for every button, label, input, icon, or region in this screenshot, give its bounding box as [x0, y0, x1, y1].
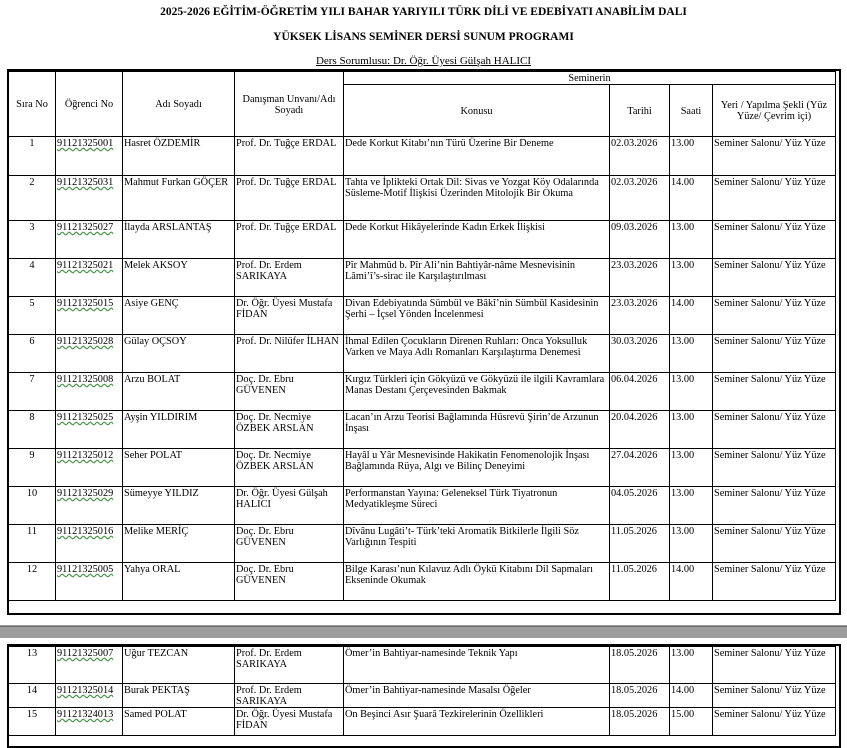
cell-konusu: İhmal Edilen Çocukların Direnen Ruhları: Onca Yoksulluk Varken ve Maya Adlı Romanları Karşılaştırma Denemesi — [344, 335, 610, 373]
student-number: 91121325008 — [57, 374, 114, 385]
cell-konusu: Ömer’in Bahtiyar-namesinde Teknik Yapı — [344, 647, 610, 684]
cell-danisman: Prof. Dr. Erdem SARIKAYA — [235, 259, 344, 297]
header-sira: Sıra No — [9, 72, 56, 137]
cell-tarihi: 02.03.2026 — [610, 176, 670, 221]
cell-sira: 8 — [9, 411, 56, 449]
table-row — [9, 708, 836, 736]
student-number: 91121325027 — [57, 222, 114, 233]
cell-konusu: Tahta ve İplikteki Ortak Dil: Sivas ve Yozgat Köy Odalarında Süsleme-Motif İlişkisi Üzerinden Mitolojik Bir Okuma — [344, 176, 610, 221]
cell-adi-soyadi: Burak PEKTAŞ — [123, 684, 235, 708]
cell-sira: 6 — [9, 335, 56, 373]
student-number: 91121325029 — [57, 488, 114, 499]
cell-danisman: Prof. Dr. Erdem SARIKAYA — [235, 647, 344, 684]
document-subtitle: YÜKSEK LİSANS SEMİNER DERSİ SUNUM PROGRAMI — [273, 31, 574, 43]
cell-konusu: Hayâl u Yâr Mesnevisinde Hakikatin Fenomenolojik İnşası Bağlamında Rüya, Algı ve Bilinç Deneyimi — [344, 449, 610, 487]
cell-adi-soyadi: Yahya ORAL — [123, 563, 235, 601]
cell-sira: 4 — [9, 259, 56, 297]
cell-ogrenci-no — [56, 259, 123, 297]
cell-konusu: Lacan’ın Arzu Teorisi Bağlamında Hüsrevü Şirin’de Arzunun İnşası — [344, 411, 610, 449]
cell-konusu: Performanstan Yayına: Geleneksel Türk Tiyatronun Medyatikleşme Süreci — [344, 487, 610, 525]
cell-danisman: Doç. Dr. Necmiye ÖZBEK ARSLAN — [235, 449, 344, 487]
cell-sira: 14 — [9, 684, 56, 708]
student-number: 91121325005 — [57, 564, 114, 575]
cell-tarihi: 23.03.2026 — [610, 297, 670, 335]
cell-ogrenci-no — [56, 487, 123, 525]
cell-saati: 13.00 — [670, 647, 713, 684]
cell-ogrenci-no — [56, 297, 123, 335]
student-number: 91121325015 — [57, 298, 114, 309]
table-row — [9, 563, 836, 601]
header-konusu: Konusu — [344, 85, 610, 137]
schedule-table — [8, 71, 836, 601]
table-row — [9, 373, 836, 411]
cell-ogrenci-no — [56, 411, 123, 449]
cell-yeri: Seminer Salonu/ Yüz Yüze — [713, 411, 836, 449]
cell-yeri: Seminer Salonu/ Yüz Yüze — [713, 297, 836, 335]
cell-yeri: Seminer Salonu/ Yüz Yüze — [713, 373, 836, 411]
cell-sira: 12 — [9, 563, 56, 601]
schedule-table-continued — [8, 646, 836, 736]
cell-saati: 13.00 — [670, 525, 713, 563]
table-row — [9, 335, 836, 373]
cell-konusu: Dîvânu Lugâti’t- Türk’teki Aromatik Bitkilerle İlgili Söz Varlığının Tespiti — [344, 525, 610, 563]
cell-danisman: Doç. Dr. Necmiye ÖZBEK ARSLAN — [235, 411, 344, 449]
table-row — [9, 525, 836, 563]
cell-tarihi: 18.05.2026 — [610, 647, 670, 684]
cell-tarihi: 27.04.2026 — [610, 449, 670, 487]
cell-adi-soyadi: Gülay OÇSOY — [123, 335, 235, 373]
cell-adi-soyadi: Asiye GENÇ — [123, 297, 235, 335]
cell-konusu: Ömer’in Bahtiyar-namesinde Masalsı Öğeler — [344, 684, 610, 708]
cell-konusu: On Beşinci Asır Şuarâ Tezkirelerinin Özellikleri — [344, 708, 610, 736]
cell-konusu: Divan Edebiyatında Sümbül ve Bâkî’nin Sümbül Kasidesinin Şerhi – İçsel Yönden İncelenmesi — [344, 297, 610, 335]
cell-danisman: Prof. Dr. Tuğçe ERDAL — [235, 176, 344, 221]
cell-adi-soyadi: Samed POLAT — [123, 708, 235, 736]
cell-sira: 7 — [9, 373, 56, 411]
cell-danisman: Doç. Dr. Ebru GÜVENEN — [235, 563, 344, 601]
cell-yeri: Seminer Salonu/ Yüz Yüze — [713, 563, 836, 601]
cell-danisman: Prof. Dr. Tuğçe ERDAL — [235, 137, 344, 176]
student-number: 91121325028 — [57, 336, 114, 347]
cell-yeri: Seminer Salonu/ Yüz Yüze — [713, 525, 836, 563]
student-number: 91121325001 — [57, 138, 114, 149]
cell-tarihi: 02.03.2026 — [610, 137, 670, 176]
cell-saati: 13.00 — [670, 373, 713, 411]
cell-sira: 2 — [9, 176, 56, 221]
cell-konusu: Pîr Mahmûd b. Pîr Ali’nin Bahtiyâr-nâme Mesnevisinin Lâmi’î’s-sirac ile Karşılaştırılması — [344, 259, 610, 297]
cell-danisman: Prof. Dr. Erdem SARIKAYA — [235, 684, 344, 708]
cell-saati: 13.00 — [670, 259, 713, 297]
cell-ogrenci-no — [56, 176, 123, 221]
cell-tarihi: 20.04.2026 — [610, 411, 670, 449]
cell-adi-soyadi: İlayda ARSLANTAŞ — [123, 221, 235, 259]
cell-ogrenci-no — [56, 373, 123, 411]
student-number: 91121325031 — [57, 177, 114, 188]
cell-saati: 13.00 — [670, 335, 713, 373]
cell-danisman: Doç. Dr. Ebru GÜVENEN — [235, 373, 344, 411]
cell-yeri: Seminer Salonu/ Yüz Yüze — [713, 647, 836, 684]
cell-ogrenci-no — [56, 525, 123, 563]
cell-adi-soyadi: Ayşin YILDIRIM — [123, 411, 235, 449]
cell-ogrenci-no — [56, 563, 123, 601]
cell-yeri: Seminer Salonu/ Yüz Yüze — [713, 708, 836, 736]
table-row — [9, 487, 836, 525]
header-danisman: Danışman Unvanı/Adı Soyadı — [235, 72, 344, 137]
cell-tarihi: 23.03.2026 — [610, 259, 670, 297]
cell-ogrenci-no — [56, 647, 123, 684]
cell-yeri: Seminer Salonu/ Yüz Yüze — [713, 259, 836, 297]
cell-konusu: Dede Korkut Kitabı’nın Türü Üzerine Bir Deneme — [344, 137, 610, 176]
cell-adi-soyadi: Seher POLAT — [123, 449, 235, 487]
cell-sira: 13 — [9, 647, 56, 684]
cell-adi-soyadi: Melek AKSOY — [123, 259, 235, 297]
cell-danisman: Prof. Dr. Nilüfer İLHAN — [235, 335, 344, 373]
table-row — [9, 176, 836, 221]
cell-saati: 13.00 — [670, 487, 713, 525]
cell-sira: 11 — [9, 525, 56, 563]
cell-ogrenci-no — [56, 335, 123, 373]
page-break-line — [0, 626, 847, 627]
header-saati: Saati — [670, 85, 713, 137]
header-adi-soyadi: Adı Soyadı — [123, 72, 235, 137]
header-yeri: Yeri / Yapılma Şekli (Yüz Yüze/ Çevrim içi) — [713, 85, 836, 137]
cell-sira: 10 — [9, 487, 56, 525]
student-number: 91121325014 — [57, 685, 114, 696]
cell-tarihi: 18.05.2026 — [610, 684, 670, 708]
cell-sira: 9 — [9, 449, 56, 487]
cell-saati: 14.00 — [670, 297, 713, 335]
table-row — [9, 221, 836, 259]
cell-tarihi: 04.05.2026 — [610, 487, 670, 525]
cell-saati: 13.00 — [670, 221, 713, 259]
table-body-page2 — [9, 647, 836, 736]
cell-yeri: Seminer Salonu/ Yüz Yüze — [713, 137, 836, 176]
cell-danisman: Doç. Dr. Ebru GÜVENEN — [235, 525, 344, 563]
table-row — [9, 137, 836, 176]
header-tarihi: Tarihi — [610, 85, 670, 137]
cell-yeri: Seminer Salonu/ Yüz Yüze — [713, 684, 836, 708]
cell-sira: 5 — [9, 297, 56, 335]
cell-konusu: Dede Korkut Hikâyelerinde Kadın Erkek İlişkisi — [344, 221, 610, 259]
cell-yeri: Seminer Salonu/ Yüz Yüze — [713, 487, 836, 525]
course-responsible: Ders Sorumlusu: Dr. Öğr. Üyesi Gülşah HALICI — [315, 55, 532, 67]
cell-adi-soyadi: Sümeyye YILDIZ — [123, 487, 235, 525]
cell-sira: 1 — [9, 137, 56, 176]
table-row — [9, 647, 836, 684]
student-number: 91121324013 — [57, 709, 114, 720]
cell-ogrenci-no — [56, 684, 123, 708]
header-ogrenci-no: Öğrenci No — [56, 72, 123, 137]
cell-danisman: Dr. Öğr. Üyesi Mustafa FİDAN — [235, 297, 344, 335]
cell-danisman: Dr. Öğr. Üyesi Gülşah HALICI — [235, 487, 344, 525]
cell-adi-soyadi: Uğur TEZCAN — [123, 647, 235, 684]
cell-sira: 3 — [9, 221, 56, 259]
table-row — [9, 449, 836, 487]
cell-tarihi: 06.04.2026 — [610, 373, 670, 411]
cell-yeri: Seminer Salonu/ Yüz Yüze — [713, 449, 836, 487]
cell-saati: 14.00 — [670, 684, 713, 708]
header-seminerin: Seminerin — [344, 72, 836, 85]
cell-ogrenci-no — [56, 708, 123, 736]
cell-sira: 15 — [9, 708, 56, 736]
cell-danisman: Prof. Dr. Tuğçe ERDAL — [235, 221, 344, 259]
student-number: 91121325012 — [57, 450, 114, 461]
document-title: 2025-2026 EĞİTİM-ÖĞRETİM YILI BAHAR YARIYILI TÜRK DİLİ VE EDEBİYATI ANABİLİM DALI — [160, 6, 687, 18]
cell-danisman: Dr. Öğr. Üyesi Mustafa FİDAN — [235, 708, 344, 736]
cell-tarihi: 11.05.2026 — [610, 525, 670, 563]
cell-yeri: Seminer Salonu/ Yüz Yüze — [713, 335, 836, 373]
cell-tarihi: 18.05.2026 — [610, 708, 670, 736]
cell-konusu: Bilge Karası’nun Kılavuz Adlı Öykü Kitabını Dil Sapmaları Ekseninde Okumak — [344, 563, 610, 601]
cell-adi-soyadi: Arzu BOLAT — [123, 373, 235, 411]
cell-saati: 13.00 — [670, 449, 713, 487]
cell-ogrenci-no — [56, 221, 123, 259]
student-number: 91121325016 — [57, 526, 114, 537]
cell-tarihi: 30.03.2026 — [610, 335, 670, 373]
cell-adi-soyadi: Melike MERİÇ — [123, 525, 235, 563]
student-number: 91121325025 — [57, 412, 114, 423]
table-row — [9, 684, 836, 708]
cell-saati: 14.00 — [670, 176, 713, 221]
cell-yeri: Seminer Salonu/ Yüz Yüze — [713, 176, 836, 221]
table-row — [9, 297, 836, 335]
student-number: 91121325007 — [57, 648, 114, 659]
cell-ogrenci-no — [56, 449, 123, 487]
table-row — [9, 411, 836, 449]
student-number: 91121325021 — [57, 260, 114, 271]
cell-tarihi: 11.05.2026 — [610, 563, 670, 601]
cell-saati: 15.00 — [670, 708, 713, 736]
cell-saati: 14.00 — [670, 563, 713, 601]
cell-saati: 13.00 — [670, 137, 713, 176]
cell-tarihi: 09.03.2026 — [610, 221, 670, 259]
cell-yeri: Seminer Salonu/ Yüz Yüze — [713, 221, 836, 259]
cell-konusu: Kırgız Türkleri için Gökyüzü ve Gökyüzü ile ilgili Kavramlara Manas Destanı Çerçevesinden Bakmak — [344, 373, 610, 411]
table-row — [9, 259, 836, 297]
cell-adi-soyadi: Mahmut Furkan GÖÇER — [123, 176, 235, 221]
cell-ogrenci-no — [56, 137, 123, 176]
cell-adi-soyadi: Hasret ÖZDEMİR — [123, 137, 235, 176]
table-body-page1 — [9, 137, 836, 601]
cell-saati: 13.00 — [670, 411, 713, 449]
